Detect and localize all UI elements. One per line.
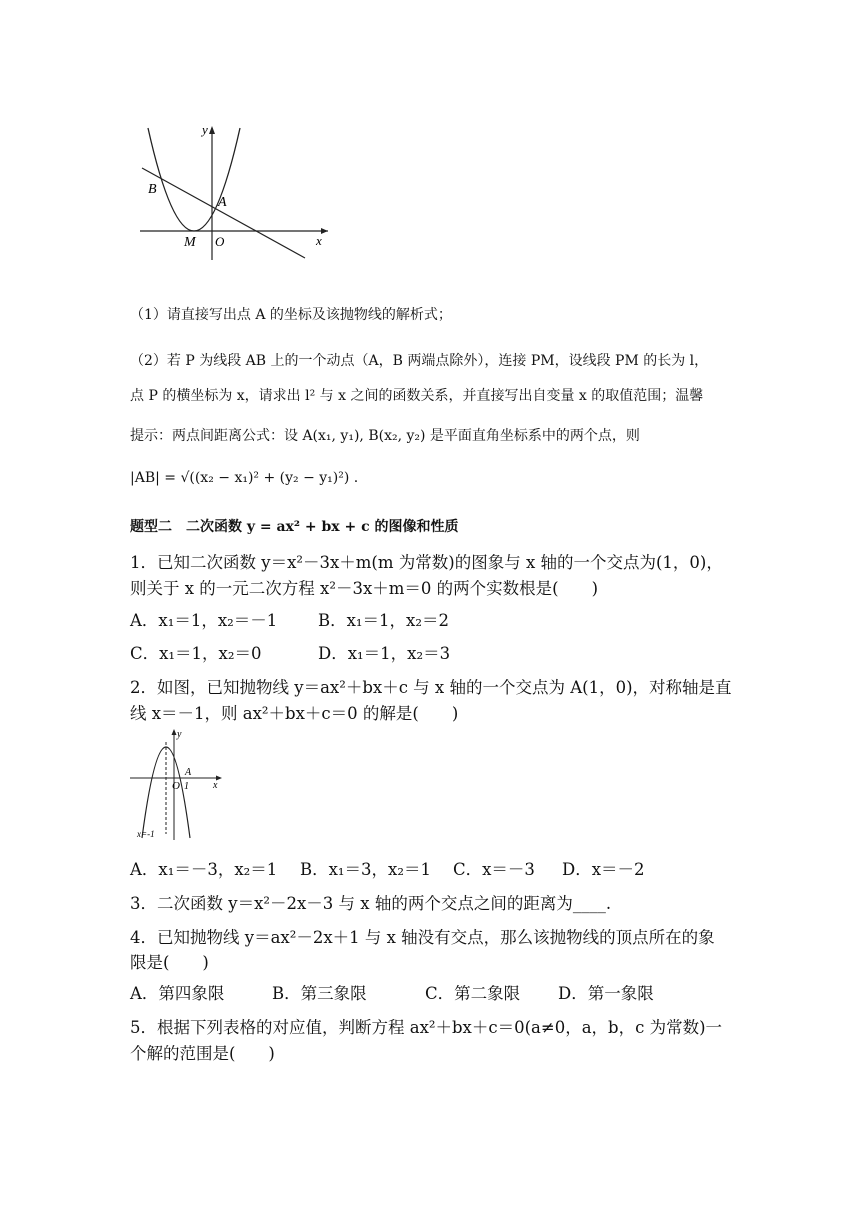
part2-line3: 提示：两点间距离公式：设 A(x₁, y₁), B(x₂, y₂) 是平面直角坐标系中的两个点，则 xyxy=(130,428,640,444)
fig1-label-A: A xyxy=(218,195,227,210)
fig1-label-B: B xyxy=(148,182,157,197)
q4-option-c: C．第二象限 xyxy=(425,984,521,1003)
fig1-label-M: M xyxy=(184,235,196,250)
q2-option-d: D．x＝－2 xyxy=(562,860,645,879)
fig1-label-x: x xyxy=(316,233,322,248)
fig1-label-O: O xyxy=(215,234,225,249)
figure-parabola-axis xyxy=(128,726,228,842)
q4-line2: 限是( ) xyxy=(130,953,209,972)
section-title: 题型二 二次函数 y = ax² + bx + c 的图像和性质 xyxy=(130,519,459,535)
figure-parabola-line xyxy=(130,118,340,268)
q2-line2: 线 x＝－1，则 ax²＋bx＋c＝0 的解是( ) xyxy=(130,704,459,723)
distance-formula: |AB| = √((x₂ − x₁)² + (y₂ − y₁)²) . xyxy=(130,470,359,486)
q4-option-b: B．第三象限 xyxy=(272,984,367,1003)
q5-line2: 个解的范围是( ) xyxy=(130,1044,275,1063)
q5-line1: 5．根据下列表格的对应值，判断方程 ax²＋bx＋c＝0(a≠0，a，b，c 为常数)一 xyxy=(130,1018,723,1037)
q2-option-b: B．x₁＝3，x₂＝1 xyxy=(300,860,431,879)
part2-line1: （2）若 P 为线段 AB 上的一个动点（A，B 两端点除外），连接 PM，设线段 PM 的长为 l， xyxy=(130,353,709,369)
q2-option-a: A．x₁＝－3，x₂＝1 xyxy=(130,860,278,879)
fig2-label-A: A xyxy=(185,767,192,778)
part1-text: （1）请直接写出点 A 的坐标及该抛物线的解析式； xyxy=(130,307,452,323)
fig1-label-y: y xyxy=(202,122,208,137)
fig2-label-x: x xyxy=(213,780,218,791)
q1-option-b: B．x₁＝1，x₂＝2 xyxy=(318,611,449,630)
q4-option-d: D．第一象限 xyxy=(558,984,654,1003)
fig2-label-y: y xyxy=(177,729,182,740)
q1-option-c: C．x₁＝1，x₂＝0 xyxy=(130,644,262,663)
q1-line1: 1．已知二次函数 y＝x²－3x＋m(m 为常数)的图象与 x 轴的一个交点为(1，0)， xyxy=(130,553,723,572)
q3-text: 3．二次函数 y＝x²－2x－3 与 x 轴的两个交点之间的距离为____. xyxy=(130,894,612,913)
q4-line1: 4．已知抛物线 y＝ax²－2x＋1 与 x 轴没有交点，那么该抛物线的顶点所在的象 xyxy=(130,928,715,947)
q4-option-a: A．第四象限 xyxy=(130,984,225,1003)
q2-line1: 2．如图，已知抛物线 y＝ax²＋bx＋c 与 x 轴的一个交点为 A(1，0)，对称轴是直 xyxy=(130,678,732,697)
q1-option-d: D．x₁＝1，x₂＝3 xyxy=(318,644,451,663)
q1-line2: 则关于 x 的一元二次方程 x²－3x＋m＝0 的两个实数根是( ) xyxy=(130,579,599,598)
fig2-label-axis: x=-1 xyxy=(137,829,155,839)
fig2-label-1: 1 xyxy=(184,781,189,792)
fig2-label-O: O xyxy=(172,780,180,792)
part2-line2: 点 P 的横坐标为 x，请求出 l² 与 x 之间的函数关系，并直接写出自变量 x 的取值范围；温馨 xyxy=(130,388,704,404)
q2-option-c: C．x＝－3 xyxy=(453,860,535,879)
q1-option-a: A．x₁＝1，x₂＝－1 xyxy=(130,611,278,630)
